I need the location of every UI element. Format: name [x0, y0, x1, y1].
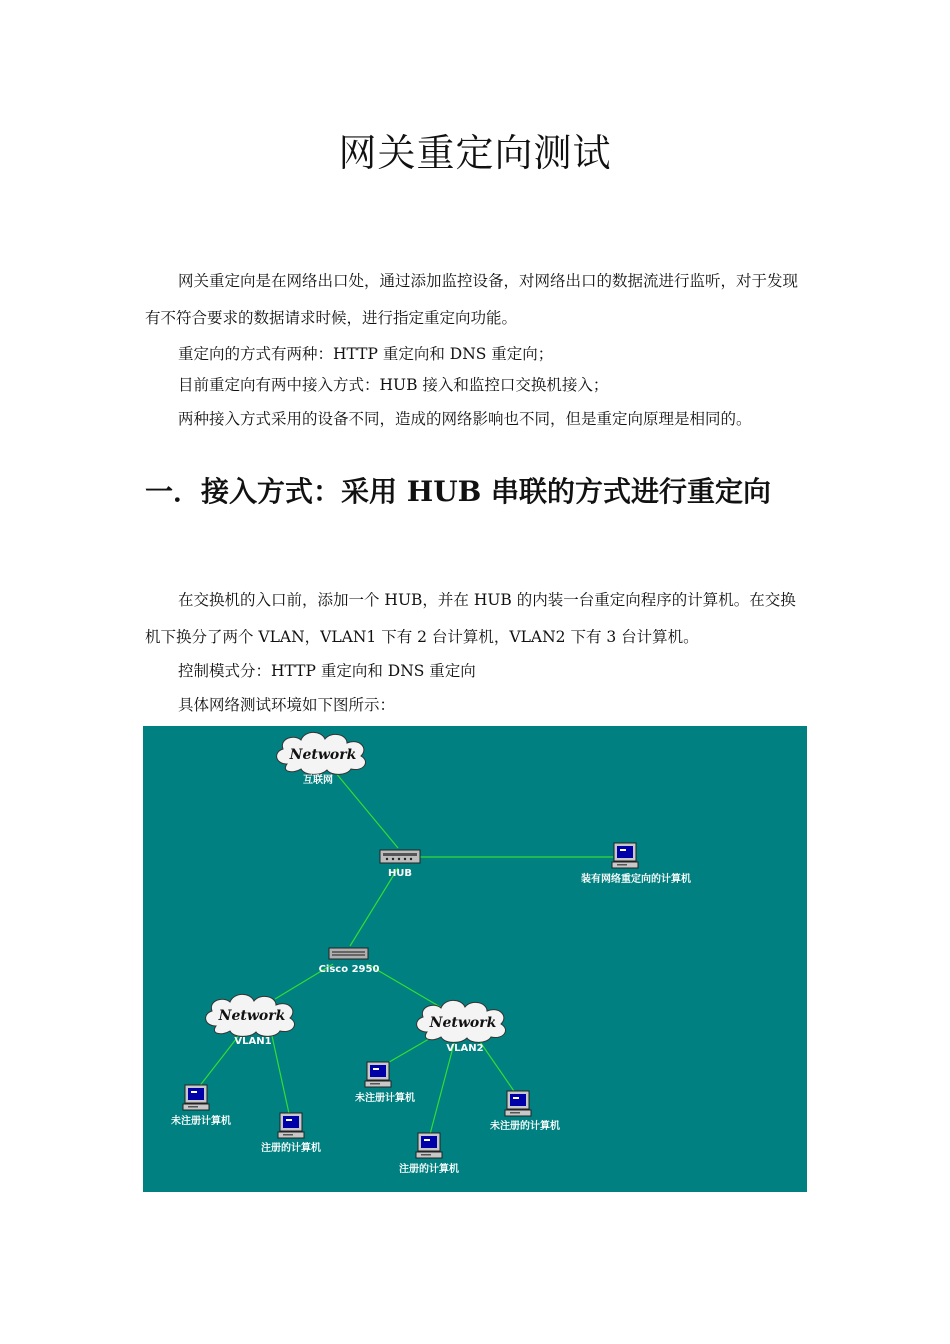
vlan1-pc-unregistered — [171, 1085, 231, 1127]
switch-icon — [329, 948, 368, 959]
vlan2-pc-unregistered-b-label: 未注册的计算机 — [490, 1121, 560, 1132]
network-diagram — [143, 726, 807, 1192]
computer-icon — [505, 1091, 531, 1116]
internet-node — [277, 732, 366, 786]
page-title: 网关重定向测试 — [338, 131, 612, 175]
intro-paragraph-3: 目前重定向有两中接入方式：HUB 接入和监控口交换机接入； — [178, 376, 609, 394]
section-1-heading: 一．接入方式：采用 HUB 串联的方式进行重定向 — [145, 475, 772, 508]
intro-paragraph-1: 网关重定向是在网络出口处，通过添加监控设备，对网络出口的数据流进行监听，对于发现有不符合要求的数据请求时候，进行指定重定向功能。 — [145, 272, 799, 327]
computer-icon — [278, 1113, 304, 1138]
computer-icon — [183, 1085, 209, 1110]
intro-paragraph-2: 重定向的方式有两种：HTTP 重定向和 DNS 重定向； — [178, 345, 554, 363]
vlan1-pc-unregistered-label: 未注册计算机 — [171, 1116, 231, 1127]
intro-paragraph-4: 两种接入方式采用的设备不同，造成的网络影响也不同，但是重定向原理是相同的。 — [178, 410, 752, 428]
vlan1-pc-registered-label: 注册的计算机 — [261, 1143, 321, 1154]
hub-label: HUB — [387, 868, 413, 879]
redirect-pc-label: 装有网络重定向的计算机 — [581, 874, 691, 885]
vlan2-cloud-text: Network — [429, 1015, 497, 1031]
vlan2-pc-registered — [399, 1133, 459, 1175]
switch-label: Cisco 2950 — [318, 964, 380, 975]
vlan1-node — [206, 994, 295, 1047]
section-1-paragraph-2: 控制模式分：HTTP 重定向和 DNS 重定向 — [178, 662, 476, 680]
internet-label: 互联网 — [303, 775, 333, 786]
internet-cloud-text: Network — [289, 747, 357, 763]
link-vlan1-pc-reg — [272, 1036, 290, 1118]
network-links — [195, 772, 613, 1138]
vlan1-pc-registered — [261, 1113, 321, 1154]
link-internet-hub — [335, 772, 398, 848]
hub-node — [380, 850, 420, 879]
vlan1-cloud-text: Network — [218, 1008, 286, 1024]
vlan2-label: VLAN2 — [446, 1043, 484, 1054]
redirect-pc-node — [581, 843, 691, 885]
vlan2-node — [417, 1000, 506, 1054]
hub-icon — [380, 850, 420, 863]
vlan2-pc-unregistered — [355, 1062, 415, 1104]
section-1-paragraph-3: 具体网络测试环境如下图所示： — [178, 696, 396, 714]
vlan2-pc-unregistered-label: 未注册计算机 — [355, 1093, 415, 1104]
link-hub-switch — [350, 868, 398, 946]
section-1-paragraph-1: 在交换机的入口前，添加一个 HUB，并在 HUB 的内装一台重定向程序的计算机。在交换机下换分了两个 VLAN，VLAN1 下有 2 台计算机，VLAN2 下有 3 台计算机。 — [145, 591, 796, 646]
vlan2-pc-unregistered-b — [490, 1091, 560, 1132]
switch-node — [319, 948, 380, 975]
computer-icon — [365, 1062, 391, 1087]
vlan1-label: VLAN1 — [234, 1036, 272, 1047]
computer-icon — [416, 1133, 442, 1158]
computer-icon — [612, 843, 638, 868]
vlan2-pc-registered-label: 注册的计算机 — [399, 1164, 459, 1175]
link-vlan1-pc-unreg — [195, 1034, 240, 1092]
